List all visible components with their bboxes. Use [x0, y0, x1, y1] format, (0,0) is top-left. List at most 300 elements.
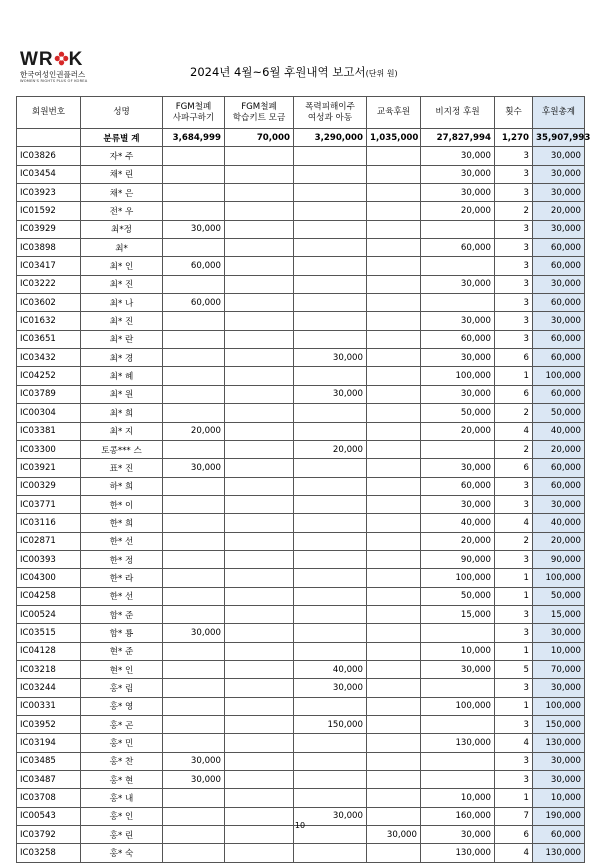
table-row [17, 569, 585, 587]
table-cell: 토콩*** 스 [81, 440, 163, 458]
table-cell: IC04258 [17, 587, 81, 605]
table-cell [17, 129, 81, 147]
table-cell: 4 [495, 844, 533, 862]
table-cell: IC00393 [17, 550, 81, 568]
table-cell [294, 275, 367, 293]
table-row [17, 642, 585, 660]
table-cell: 함* 룡 [81, 624, 163, 642]
table-cell: 3 [495, 605, 533, 623]
column-header: 성명 [81, 97, 163, 129]
table-cell: 최* 지 [81, 422, 163, 440]
table-cell [367, 569, 421, 587]
table-cell [163, 147, 225, 165]
table-cell: 60,000 [533, 257, 585, 275]
table-cell: 홍* 내 [81, 789, 163, 807]
table-cell: 최* 란 [81, 330, 163, 348]
table-cell [294, 752, 367, 770]
table-cell: IC03116 [17, 514, 81, 532]
table-cell [294, 697, 367, 715]
table-cell: 60,000 [421, 477, 495, 495]
table-cell: IC03921 [17, 459, 81, 477]
table-cell: 3 [495, 147, 533, 165]
table-cell: IC03432 [17, 349, 81, 367]
table-cell: 3,684,999 [163, 129, 225, 147]
table-cell: 30,000 [294, 679, 367, 697]
table-cell: IC03923 [17, 184, 81, 202]
table-cell [294, 202, 367, 220]
table-cell: IC03417 [17, 257, 81, 275]
table-cell [225, 220, 294, 238]
table-cell: 6 [495, 459, 533, 477]
table-cell [225, 569, 294, 587]
table-cell: 함* 준 [81, 605, 163, 623]
table-cell [294, 330, 367, 348]
table-cell: 한* 이 [81, 495, 163, 513]
table-row [17, 716, 585, 734]
table-cell [367, 660, 421, 678]
table-cell: 전* 우 [81, 202, 163, 220]
table-row [17, 514, 585, 532]
table-cell [163, 716, 225, 734]
table-cell: 6 [495, 349, 533, 367]
table-cell [367, 624, 421, 642]
table-cell: 130,000 [533, 734, 585, 752]
table-cell [225, 679, 294, 697]
table-cell [225, 642, 294, 660]
table-row [17, 147, 585, 165]
table-cell [225, 184, 294, 202]
table-cell: 최* 인 [81, 257, 163, 275]
table-cell: 표* 진 [81, 459, 163, 477]
table-cell [367, 716, 421, 734]
table-cell: 100,000 [533, 697, 585, 715]
table-cell: 50,000 [421, 587, 495, 605]
table-cell [367, 147, 421, 165]
column-header: FGM철폐 사파구하기 [163, 97, 225, 129]
table-cell [225, 605, 294, 623]
table-cell [294, 294, 367, 312]
table-cell: 현* 준 [81, 642, 163, 660]
table-cell: 70,000 [225, 129, 294, 147]
table-cell [367, 257, 421, 275]
table-cell [294, 220, 367, 238]
table-cell [294, 624, 367, 642]
table-cell [225, 734, 294, 752]
table-cell [163, 734, 225, 752]
table-cell: 90,000 [421, 550, 495, 568]
table-cell [421, 752, 495, 770]
table-cell: 100,000 [421, 697, 495, 715]
table-cell: 100,000 [421, 367, 495, 385]
table-cell: 10,000 [533, 642, 585, 660]
table-row [17, 587, 585, 605]
table-cell [163, 514, 225, 532]
table-cell [367, 771, 421, 789]
table-cell: 3 [495, 752, 533, 770]
table-cell [225, 312, 294, 330]
table-cell [163, 844, 225, 862]
table-cell [163, 275, 225, 293]
table-cell: IC00524 [17, 605, 81, 623]
table-cell [163, 660, 225, 678]
table-cell [367, 477, 421, 495]
table-cell [367, 459, 421, 477]
table-cell [294, 404, 367, 422]
table-cell [163, 349, 225, 367]
table-cell: 3 [495, 477, 533, 495]
table-cell [163, 184, 225, 202]
table-cell: 30,000 [421, 312, 495, 330]
table-cell [163, 697, 225, 715]
table-cell: IC03244 [17, 679, 81, 697]
table-header-row [17, 97, 585, 129]
table-cell: IC04300 [17, 569, 81, 587]
table-cell: 190,000 [533, 807, 585, 825]
table-cell [367, 605, 421, 623]
table-cell: 40,000 [533, 514, 585, 532]
table-cell: IC03515 [17, 624, 81, 642]
table-cell: 최* 혜 [81, 367, 163, 385]
table-cell: 홍* 림 [81, 679, 163, 697]
table-cell [163, 165, 225, 183]
table-cell: 3 [495, 184, 533, 202]
table-row [17, 257, 585, 275]
logo-wordmark: WR K [20, 49, 84, 70]
table-cell: IC03602 [17, 294, 81, 312]
table-cell [367, 642, 421, 660]
table-cell [225, 257, 294, 275]
table-cell [163, 367, 225, 385]
table-cell: 7 [495, 807, 533, 825]
table-cell: 30,000 [421, 495, 495, 513]
table-cell: 30,000 [163, 752, 225, 770]
table-cell: 3 [495, 624, 533, 642]
table-cell: 10,000 [533, 789, 585, 807]
table-cell: 3,290,000 [294, 129, 367, 147]
table-cell: 홍* 린 [81, 826, 163, 844]
logo-english-name: WOMEN'S RIGHTS PLUS OF KOREA [20, 79, 88, 83]
table-cell [294, 477, 367, 495]
summary-row [17, 129, 585, 147]
table-cell: 60,000 [163, 257, 225, 275]
table-cell [225, 844, 294, 862]
table-row [17, 844, 585, 862]
table-cell [163, 532, 225, 550]
table-cell: 한* 라 [81, 569, 163, 587]
table-cell [294, 532, 367, 550]
table-cell [225, 385, 294, 403]
table-cell [163, 587, 225, 605]
table-cell [294, 495, 367, 513]
table-cell [367, 587, 421, 605]
table-cell: 30,000 [533, 752, 585, 770]
table-cell: IC03651 [17, 330, 81, 348]
table-cell [421, 624, 495, 642]
table-cell: 홍* 민 [81, 734, 163, 752]
table-cell: 60,000 [533, 294, 585, 312]
table-row [17, 440, 585, 458]
table-cell: 한* 선 [81, 532, 163, 550]
table-cell: 최* 원 [81, 385, 163, 403]
table-cell: 하* 희 [81, 477, 163, 495]
table-cell: 130,000 [421, 844, 495, 862]
table-cell [367, 165, 421, 183]
table-cell: 15,000 [533, 605, 585, 623]
table-cell: 30,000 [294, 349, 367, 367]
table-cell [367, 275, 421, 293]
table-cell [225, 624, 294, 642]
table-cell [225, 440, 294, 458]
table-cell: 3 [495, 312, 533, 330]
table-cell: 15,000 [421, 605, 495, 623]
table-cell: 30,000 [421, 459, 495, 477]
table-cell: IC04252 [17, 367, 81, 385]
table-cell: 3 [495, 294, 533, 312]
table-cell [225, 404, 294, 422]
table-cell: 최*정 [81, 220, 163, 238]
table-cell: 30,000 [421, 660, 495, 678]
table-row [17, 275, 585, 293]
table-cell [294, 184, 367, 202]
table-cell: IC03929 [17, 220, 81, 238]
table-cell: 60,000 [533, 330, 585, 348]
table-row [17, 330, 585, 348]
table-cell: 35,907,993 [533, 129, 585, 147]
table-cell: 홍* 영 [81, 697, 163, 715]
table-cell [163, 477, 225, 495]
table-cell: 30,000 [163, 624, 225, 642]
table-row [17, 220, 585, 238]
table-cell [294, 459, 367, 477]
table-cell: 1,270 [495, 129, 533, 147]
table-cell: 10,000 [421, 789, 495, 807]
table-cell [225, 771, 294, 789]
table-cell: 30,000 [421, 275, 495, 293]
table-row [17, 752, 585, 770]
table-cell [294, 771, 367, 789]
table-cell: 현* 인 [81, 660, 163, 678]
table-cell [163, 789, 225, 807]
table-cell [421, 257, 495, 275]
table-cell [421, 440, 495, 458]
report-title-unit: (단위 원) [365, 69, 398, 78]
table-cell: 160,000 [421, 807, 495, 825]
table-cell: IC01632 [17, 312, 81, 330]
table-cell: IC03258 [17, 844, 81, 862]
table-cell [163, 550, 225, 568]
table-cell: 6 [495, 826, 533, 844]
table-cell: IC03485 [17, 752, 81, 770]
table-cell: 30,000 [163, 771, 225, 789]
table-cell [367, 294, 421, 312]
table-cell: 홍* 숙 [81, 844, 163, 862]
table-cell: 30,000 [533, 184, 585, 202]
table-cell [163, 385, 225, 403]
table-cell: 홍* 찬 [81, 752, 163, 770]
table-cell [294, 257, 367, 275]
table-cell: 30,000 [163, 220, 225, 238]
table-cell [163, 202, 225, 220]
table-cell [225, 294, 294, 312]
table-cell [367, 422, 421, 440]
table-row [17, 734, 585, 752]
table-cell: 3 [495, 165, 533, 183]
table-cell: 60,000 [533, 239, 585, 257]
table-cell: 30,000 [533, 771, 585, 789]
table-cell: 30,000 [421, 147, 495, 165]
table-cell: 최* 진 [81, 275, 163, 293]
table-cell [225, 239, 294, 257]
table-cell [225, 147, 294, 165]
table-cell [421, 220, 495, 238]
table-cell: 30,000 [421, 385, 495, 403]
report-title-main: 2024년 4월~6월 후원내역 보고서 [190, 65, 366, 79]
table-cell: 50,000 [533, 587, 585, 605]
table-cell: 30,000 [533, 220, 585, 238]
table-cell: 40,000 [294, 660, 367, 678]
table-cell: 1 [495, 697, 533, 715]
table-cell [225, 349, 294, 367]
table-cell: IC00543 [17, 807, 81, 825]
table-row [17, 771, 585, 789]
table-cell: 30,000 [294, 385, 367, 403]
table-row [17, 239, 585, 257]
table-cell [163, 605, 225, 623]
table-cell: IC03708 [17, 789, 81, 807]
table-cell [367, 789, 421, 807]
table-cell [421, 294, 495, 312]
table-cell: 4 [495, 514, 533, 532]
table-cell [294, 239, 367, 257]
table-cell [367, 752, 421, 770]
table-cell [367, 349, 421, 367]
table-cell: 30,000 [294, 807, 367, 825]
table-cell [163, 679, 225, 697]
table-cell [367, 312, 421, 330]
table-cell: 40,000 [421, 514, 495, 532]
table-cell [294, 605, 367, 623]
table-cell: IC02871 [17, 532, 81, 550]
table-cell [225, 587, 294, 605]
table-cell: IC03487 [17, 771, 81, 789]
table-cell: 최* 경 [81, 349, 163, 367]
table-row [17, 165, 585, 183]
table-cell: 3 [495, 679, 533, 697]
table-cell: 20,000 [421, 422, 495, 440]
table-cell: IC03381 [17, 422, 81, 440]
table-cell [294, 514, 367, 532]
table-cell: 50,000 [421, 404, 495, 422]
table-cell: 1 [495, 569, 533, 587]
table-cell: 자* 주 [81, 147, 163, 165]
column-header: FGM철폐 학습키트 모금 [225, 97, 294, 129]
table-cell [367, 532, 421, 550]
table-cell [163, 440, 225, 458]
table-cell: 30,000 [533, 312, 585, 330]
table-cell [367, 202, 421, 220]
table-cell: IC03222 [17, 275, 81, 293]
table-row [17, 495, 585, 513]
table-cell: 10,000 [421, 642, 495, 660]
table-cell [367, 184, 421, 202]
table-cell [294, 422, 367, 440]
table-cell: 20,000 [533, 532, 585, 550]
table-cell: 3 [495, 495, 533, 513]
table-cell: 100,000 [421, 569, 495, 587]
table-cell [163, 569, 225, 587]
table-cell: 30,000 [533, 147, 585, 165]
column-header: 후원총계 [533, 97, 585, 129]
table-cell [294, 312, 367, 330]
table-cell: 최* 나 [81, 294, 163, 312]
table-cell [367, 679, 421, 697]
table-cell: 100,000 [533, 569, 585, 587]
table-cell [367, 495, 421, 513]
table-cell [225, 697, 294, 715]
table-cell: 150,000 [294, 716, 367, 734]
table-row [17, 202, 585, 220]
table-cell: IC01592 [17, 202, 81, 220]
table-cell [367, 844, 421, 862]
table-cell: 20,000 [533, 440, 585, 458]
table-cell: 30,000 [367, 826, 421, 844]
table-cell: 한* 선 [81, 587, 163, 605]
table-cell [225, 275, 294, 293]
table-cell: 30,000 [421, 165, 495, 183]
table-cell [294, 165, 367, 183]
table-cell: 20,000 [294, 440, 367, 458]
table-cell: IC03952 [17, 716, 81, 734]
table-cell: 3 [495, 330, 533, 348]
table-cell [367, 385, 421, 403]
table-row [17, 459, 585, 477]
table-cell [367, 514, 421, 532]
table-cell: 최* 희 [81, 404, 163, 422]
table-cell: 30,000 [163, 459, 225, 477]
table-cell [294, 844, 367, 862]
table-cell [367, 220, 421, 238]
table-row [17, 349, 585, 367]
table-cell: 4 [495, 734, 533, 752]
table-cell: 130,000 [533, 844, 585, 862]
table-cell: 50,000 [533, 404, 585, 422]
table-cell: IC04128 [17, 642, 81, 660]
table-cell: 20,000 [421, 202, 495, 220]
table-row [17, 404, 585, 422]
table-cell: 30,000 [533, 165, 585, 183]
table-cell: 2 [495, 440, 533, 458]
table-cell: IC03826 [17, 147, 81, 165]
table-cell [294, 367, 367, 385]
table-cell [163, 312, 225, 330]
table-row [17, 679, 585, 697]
table-cell: 한* 희 [81, 514, 163, 532]
table-cell: 20,000 [533, 202, 585, 220]
table-cell [225, 532, 294, 550]
table-cell: IC03194 [17, 734, 81, 752]
table-cell: 3 [495, 550, 533, 568]
table-cell: 채* 은 [81, 184, 163, 202]
table-row [17, 550, 585, 568]
column-header: 폭력피해이주 여성과 아동 [294, 97, 367, 129]
table-cell: 2 [495, 532, 533, 550]
table-cell: 90,000 [533, 550, 585, 568]
table-cell: 60,000 [533, 477, 585, 495]
table-cell: 1 [495, 642, 533, 660]
table-cell: IC03898 [17, 239, 81, 257]
logo-korean-name: 한국여성인권플러스 [20, 70, 86, 79]
table-cell [225, 477, 294, 495]
